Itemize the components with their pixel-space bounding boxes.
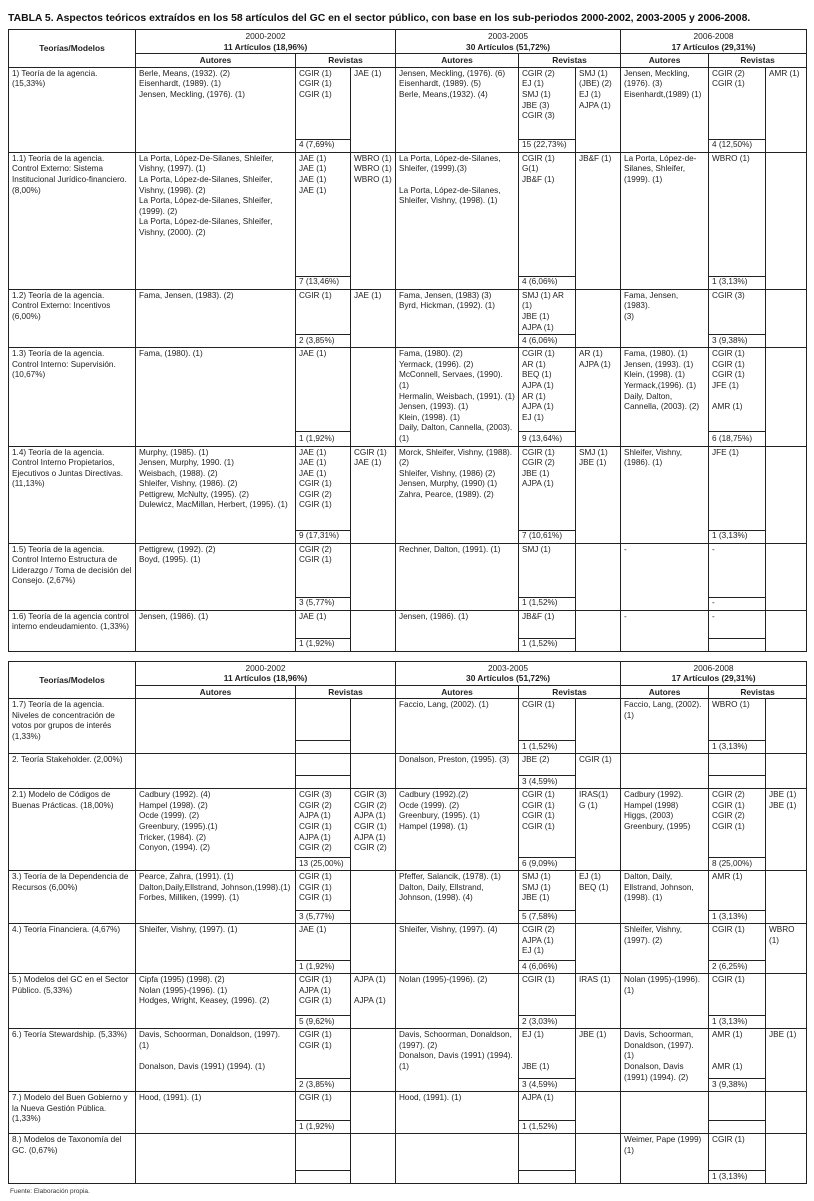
journals-total: 1 (3,13%) bbox=[709, 1016, 766, 1029]
authors-cell: Davis, Schoorman, Donaldson, (1997). (1) Donalson, Davis (1991) (1994). (1) bbox=[136, 1029, 296, 1092]
journals-cell-secondary bbox=[576, 289, 621, 347]
authors-cell: Davis, Schoorman, Donaldson, (1997). (2) Donalson, Davis (1991) (1994). (1) bbox=[396, 1029, 519, 1092]
journals-cell: CGIR (1) bbox=[519, 974, 576, 1016]
journals-cell bbox=[709, 1092, 766, 1121]
journals-total: 7 (13,46%) bbox=[296, 276, 351, 289]
authors-cell: Pettigrew, (1992). (2) Boyd, (1995). (1) bbox=[136, 543, 296, 610]
authors-cell: Fama, Jensen, (1983) (3) Byrd, Hickman, (1992). (1) bbox=[396, 289, 519, 347]
journals-cell: CGIR (1) CGIR (2) JBE (1) AJPA (1) bbox=[519, 446, 576, 530]
journals-cell-secondary bbox=[766, 1134, 807, 1184]
authors-cell bbox=[396, 1134, 519, 1184]
journals-cell-secondary: JBE (1) bbox=[766, 1029, 807, 1092]
journals-total: 4 (6,06%) bbox=[519, 961, 576, 974]
journals-total: 1 (3,13%) bbox=[709, 530, 766, 543]
journals-cell: CGIR (2) CGIR (1) bbox=[709, 67, 766, 139]
theory-cell: 3.) Teoría de la Dependencia de Recursos (6,00%) bbox=[9, 871, 136, 924]
journals-cell-secondary: IRAS (1) bbox=[576, 974, 621, 1029]
journals-total bbox=[296, 1171, 351, 1184]
journals-cell: CGIR (1) CGIR (1) bbox=[296, 1029, 351, 1079]
journals-cell: JAE (1) bbox=[296, 610, 351, 638]
authors-cell: Faccio, Lang, (2002). (1) bbox=[621, 699, 709, 754]
authors-cell: Jensen, Meckling, (1976). (3) Eisenhardt,(1989) (1) bbox=[621, 67, 709, 152]
period-years: 2000-2002 bbox=[245, 31, 286, 41]
period-header bbox=[621, 661, 807, 685]
journals-cell: JB&F (1) bbox=[519, 610, 576, 638]
authors-cell: Cadbury (1992). (4) Hampel (1998). (2) Ocde (1999). (2) Greenbury, (1995).(1) Tricker, (1984). (2) Conyon, (1994). (2) bbox=[136, 789, 296, 871]
journals-cell: CGIR (2) CGIR (1) bbox=[296, 543, 351, 597]
authors-cell: Fama, (1980). (2) Yermack, (1996). (2) McConnell, Servaes, (1990). (1) Hermalin, Weisbach, (1991). (1) Jensen, (1993). (1) Klein, (1998). (1) Daily, Dalton, Cannella, (2003). (1) bbox=[396, 348, 519, 446]
journals-cell: - bbox=[709, 543, 766, 597]
journals-total: 9 (13,64%) bbox=[519, 432, 576, 446]
journals-total bbox=[519, 1171, 576, 1184]
journals-cell-secondary bbox=[766, 974, 807, 1029]
authors-cell: La Porta, López-de-Silanes, Shleifer, (1999). (1) bbox=[621, 152, 709, 289]
authors-cell: Cadbury (1992). Hampel (1998) Higgs, (2003) Greenbury, (1995) bbox=[621, 789, 709, 871]
journals-header: Revistas bbox=[296, 54, 396, 68]
journals-total: 1 (3,13%) bbox=[709, 276, 766, 289]
journals-cell-secondary: EJ (1) BEQ (1) bbox=[576, 871, 621, 924]
journals-cell: JBE (2) bbox=[519, 754, 576, 776]
theory-cell: 2.1) Modelo de Códigos de Buenas Prácticas. (18,00%) bbox=[9, 789, 136, 871]
journals-cell: JAE (1) bbox=[296, 348, 351, 432]
journals-cell: AMR (1) AMR (1) bbox=[709, 1029, 766, 1079]
authors-cell: Fama, (1980). (1) Jensen, (1993). (1) Klein, (1998). (1) Yermack,(1996). (1) Daily, Dalton, Cannella, (2003). (2) bbox=[621, 348, 709, 446]
journals-cell-secondary bbox=[766, 1092, 807, 1134]
journals-header: Revistas bbox=[296, 685, 396, 699]
journals-cell: - bbox=[709, 610, 766, 638]
table-row bbox=[9, 348, 807, 432]
journals-total: 9 (17,31%) bbox=[296, 530, 351, 543]
theory-cell: 1.5) Teoría de la agencia. Control Interno Estructura de Liderazgo / Toma de decisión del Consejo. (2,67%) bbox=[9, 543, 136, 610]
journals-cell-secondary: JAE (1) bbox=[351, 67, 396, 152]
journals-total: 8 (25,00%) bbox=[709, 858, 766, 871]
table-row bbox=[9, 871, 807, 911]
theory-cell: 7.) Modelo del Buen Gobierno y la Nueva Gestión Pública. (1,33%) bbox=[9, 1092, 136, 1134]
theory-cell: 5.) Modelos del GC en el Sector Público. (5,33%) bbox=[9, 974, 136, 1029]
table-row bbox=[9, 289, 807, 334]
journals-cell-secondary: AMR (1) bbox=[766, 67, 807, 152]
table-row bbox=[9, 446, 807, 530]
journals-cell: CGIR (1) CGIR (1) CGIR (1) bbox=[296, 871, 351, 911]
journals-cell-secondary bbox=[351, 543, 396, 610]
journals-cell: AJPA (1) bbox=[519, 1092, 576, 1121]
source-note: Fuente: Elaboración propia. bbox=[10, 1188, 90, 1196]
journals-cell: CGIR (1) CGIR (1) CGIR (1) bbox=[296, 67, 351, 139]
authors-cell: Fama, Jensen, (1983). (2) bbox=[136, 289, 296, 347]
period-years: 2003-2005 bbox=[487, 662, 529, 673]
journals-total: 1 (1,92%) bbox=[296, 432, 351, 446]
authors-cell: Hood, (1991). (1) bbox=[396, 1092, 519, 1134]
journals-cell-secondary bbox=[766, 699, 807, 754]
journals-header: Revistas bbox=[519, 54, 621, 68]
journals-cell-secondary bbox=[766, 543, 807, 610]
authors-cell bbox=[621, 1092, 709, 1134]
period-articles: 17 Artículos (29,31%) bbox=[671, 673, 756, 684]
journals-cell-secondary bbox=[351, 754, 396, 789]
header-row bbox=[9, 30, 807, 54]
authors-cell: Davis, Schoorman, Donaldson, (1997). (1) Donalson, Davis (1991) (1994). (2) bbox=[621, 1029, 709, 1092]
journals-cell bbox=[519, 1134, 576, 1171]
authors-header: Autores bbox=[621, 685, 709, 699]
journals-total: 3 (5,77%) bbox=[296, 597, 351, 610]
journals-cell: JAE (1) JAE (1) JAE (1) CGIR (1) CGIR (2) CGIR (1) bbox=[296, 446, 351, 530]
journals-cell-secondary bbox=[766, 152, 807, 289]
table-row bbox=[9, 67, 807, 139]
theory-cell: 4.) Teoría Financiera. (4,67%) bbox=[9, 924, 136, 974]
journals-total: 2 (3,85%) bbox=[296, 335, 351, 348]
journals-cell: CGIR (2) EJ (1) SMJ (1) JBE (3) CGIR (3) bbox=[519, 67, 576, 139]
theory-cell: 1) Teoría de la agencia. (15,33%) bbox=[9, 67, 136, 152]
journals-cell-secondary: CGIR (3) CGIR (2) AJPA (1) CGIR (1) AJPA (1) CGIR (2) bbox=[351, 789, 396, 871]
journals-cell: CGIR (1) bbox=[709, 924, 766, 961]
authors-cell: Berle, Means, (1932). (2) Eisenhardt, (1989). (1) Jensen, Meckling, (1976). (1) bbox=[136, 67, 296, 152]
authors-cell: - bbox=[621, 610, 709, 651]
theory-cell: 2. Teoría Stakeholder. (2,00%) bbox=[9, 754, 136, 789]
authors-cell: Nolan (1995)-(1996). (2) bbox=[396, 974, 519, 1029]
theory-cell: 1.2) Teoría de la agencia. Control Externo: Incentivos (6,00%) bbox=[9, 289, 136, 347]
table-row bbox=[9, 1134, 807, 1171]
journals-cell: AMR (1) bbox=[709, 871, 766, 911]
journals-cell: CGIR (1) G(1) JB&F (1) bbox=[519, 152, 576, 276]
journals-cell-secondary bbox=[351, 924, 396, 974]
authors-cell: Murphy, (1985). (1) Jensen, Murphy, 1990. (1) Weisbach, (1988). (2) Shleifer, Vishny, (1986). (2) Pettigrew, McNulty, (1995). (2) Dulewicz, MacMillan, Herbert, (1995). (1) bbox=[136, 446, 296, 543]
journals-cell: JAE (1) bbox=[296, 924, 351, 961]
journals-total: 4 (12,50%) bbox=[709, 139, 766, 152]
journals-cell: JFE (1) bbox=[709, 446, 766, 530]
period-articles: 11 Artículos (18,96%) bbox=[223, 673, 308, 684]
authors-cell bbox=[136, 754, 296, 789]
authors-cell: Donalson, Preston, (1995). (3) bbox=[396, 754, 519, 789]
journals-cell: CGIR (1) CGIR (1) CGIR (1) CGIR (1) bbox=[519, 789, 576, 858]
journals-total: 1 (1,52%) bbox=[519, 597, 576, 610]
authors-cell: Jensen, Meckling, (1976). (6) Eisenhardt, (1989). (5) Berle, Means,(1932). (4) bbox=[396, 67, 519, 152]
authors-cell: Weimer, Pape (1999) (1) bbox=[621, 1134, 709, 1184]
journals-cell-secondary bbox=[351, 1134, 396, 1184]
journals-total: 4 (6,06%) bbox=[519, 276, 576, 289]
period-years: 2006-2008 bbox=[693, 31, 734, 41]
journals-cell-secondary bbox=[351, 348, 396, 446]
journals-cell-secondary: CGIR (1) JAE (1) bbox=[351, 446, 396, 543]
table-row bbox=[9, 152, 807, 276]
theory-cell: 1.3) Teoría de la agencia. Control Interno: Supervisión. (10,67%) bbox=[9, 348, 136, 446]
period-header bbox=[396, 661, 621, 685]
journals-cell: CGIR (1) bbox=[519, 699, 576, 741]
journals-total: 1 (3,13%) bbox=[709, 741, 766, 754]
period-header bbox=[621, 30, 807, 54]
journals-total: 1 (3,13%) bbox=[709, 911, 766, 924]
journals-total: 7 (10,61%) bbox=[519, 530, 576, 543]
journals-total: 1 (1,52%) bbox=[519, 638, 576, 651]
journals-cell: CGIR (3) bbox=[709, 289, 766, 334]
journals-total: 6 (9,09%) bbox=[519, 858, 576, 871]
journals-total: 4 (6,06%) bbox=[519, 335, 576, 348]
theory-header: Teorías/Modelos bbox=[9, 661, 136, 699]
table-row bbox=[9, 974, 807, 1016]
journals-cell: CGIR (1) CGIR (1) CGIR (1) JFE (1) AMR (1) bbox=[709, 348, 766, 432]
journals-cell: CGIR (1) bbox=[296, 1092, 351, 1121]
journals-cell: CGIR (2) AJPA (1) EJ (1) bbox=[519, 924, 576, 961]
period-header bbox=[396, 30, 621, 54]
journals-total bbox=[296, 741, 351, 754]
journals-cell-secondary: IRAS(1) G (1) bbox=[576, 789, 621, 871]
journals-total: 2 (3,85%) bbox=[296, 1079, 351, 1092]
authors-cell bbox=[621, 754, 709, 789]
journals-cell-secondary bbox=[766, 754, 807, 789]
journals-total bbox=[296, 776, 351, 789]
journals-cell: CGIR (1) bbox=[296, 289, 351, 334]
journals-total: 3 (4,59%) bbox=[519, 776, 576, 789]
journals-total: 1 (3,13%) bbox=[709, 1171, 766, 1184]
authors-cell: - bbox=[621, 543, 709, 610]
table-row bbox=[9, 754, 807, 776]
period-articles: 17 Artículos (29,31%) bbox=[671, 41, 756, 52]
theory-header: Teorías/Modelos bbox=[9, 30, 136, 68]
journals-total: 6 (18,75%) bbox=[709, 432, 766, 446]
journals-cell-secondary: WBRO (1) WBRO (1) WBRO (1) bbox=[351, 152, 396, 289]
journals-total: - bbox=[709, 597, 766, 610]
authors-header: Autores bbox=[396, 685, 519, 699]
journals-cell: CGIR (1) bbox=[709, 974, 766, 1016]
authors-cell bbox=[136, 1134, 296, 1184]
journals-cell-secondary bbox=[351, 610, 396, 651]
journals-total: 3 (5,77%) bbox=[296, 911, 351, 924]
journals-cell-secondary bbox=[576, 1092, 621, 1134]
journals-total: 3 (9,38%) bbox=[709, 1079, 766, 1092]
journals-total: 15 (22,73%) bbox=[519, 139, 576, 152]
authors-cell: Cipfa (1995) (1998). (2) Nolan (1995)-(1996). (1) Hodges, Wright, Keasey, (1996). (2) bbox=[136, 974, 296, 1029]
journals-cell: WBRO (1) bbox=[709, 152, 766, 276]
journals-cell-secondary: SMJ (1) (JBE) (2) EJ (1) AJPA (1) bbox=[576, 67, 621, 152]
journals-cell-secondary bbox=[766, 871, 807, 924]
authors-cell: Jensen, (1986). (1) bbox=[396, 610, 519, 651]
period-years: 2006-2008 bbox=[693, 662, 734, 673]
journals-cell: CGIR (1) bbox=[709, 1134, 766, 1171]
journals-cell-secondary bbox=[351, 699, 396, 754]
period-years: 2000-2002 bbox=[245, 662, 286, 673]
journals-cell-secondary: AR (1) AJPA (1) bbox=[576, 348, 621, 446]
journals-cell: SMJ (1) SMJ (1) JBE (1) bbox=[519, 871, 576, 911]
table-row bbox=[9, 699, 807, 741]
journals-total bbox=[709, 638, 766, 651]
period-articles: 11 Artículos (18,96%) bbox=[223, 41, 308, 52]
journals-total: 1 (1,52%) bbox=[519, 741, 576, 754]
journals-total: 1 (1,92%) bbox=[296, 638, 351, 651]
journals-total: 1 (1,52%) bbox=[519, 1121, 576, 1134]
authors-cell: Cadbury (1992).(2) Ocde (1999). (2) Greenbury, (1995). (1) Hampel (1998). (1) bbox=[396, 789, 519, 871]
authors-header: Autores bbox=[136, 685, 296, 699]
authors-header: Autores bbox=[396, 54, 519, 68]
table-row bbox=[9, 1029, 807, 1079]
theory-cell: 1.7) Teoría de la agencia. Niveles de concentración de votos por grupos de interés (1,33%) bbox=[9, 699, 136, 754]
period-articles: 30 Artículos (51,72%) bbox=[466, 41, 550, 52]
table-row bbox=[9, 924, 807, 961]
journals-cell-secondary bbox=[351, 1029, 396, 1092]
authors-cell: Shleifer, Vishny, (1997). (2) bbox=[621, 924, 709, 974]
journals-cell-secondary bbox=[576, 543, 621, 610]
theory-cell: 8.) Modelos de Taxonomía del GC. (0,67%) bbox=[9, 1134, 136, 1184]
journals-cell-secondary: JBE (1) JBE (1) bbox=[766, 789, 807, 871]
theory-cell: 1.4) Teoría de la agencia. Control Interno Propietarios, Ejecutivos o Juntas Directivas. (11,13%) bbox=[9, 446, 136, 543]
authors-cell: Dalton, Daily, Ellstrand, Johnson, (1998). (1) bbox=[621, 871, 709, 924]
journals-cell bbox=[296, 1134, 351, 1171]
authors-cell: Hood, (1991). (1) bbox=[136, 1092, 296, 1134]
table-row bbox=[9, 789, 807, 858]
journals-cell-secondary: JB&F (1) bbox=[576, 152, 621, 289]
authors-cell: Pearce, Zahra, (1991). (1) Dalton,Daily,Ellstrand, Johnson,(1998).(1) Forbes, Milliken, (1999). (1) bbox=[136, 871, 296, 924]
journals-cell bbox=[709, 754, 766, 776]
journals-total: 3 (9,38%) bbox=[709, 335, 766, 348]
journals-cell: SMJ (1) AR (1) JBE (1) AJPA (1) bbox=[519, 289, 576, 334]
journals-cell: JAE (1) JAE (1) JAE (1) JAE (1) bbox=[296, 152, 351, 276]
authors-cell: Fama, Jensen, (1983). (3) bbox=[621, 289, 709, 347]
journals-cell-secondary bbox=[576, 699, 621, 754]
journals-total: 2 (6,25%) bbox=[709, 961, 766, 974]
journals-total: 4 (7,69%) bbox=[296, 139, 351, 152]
journals-total: 5 (9,62%) bbox=[296, 1016, 351, 1029]
journals-cell: CGIR (1) AJPA (1) CGIR (1) bbox=[296, 974, 351, 1016]
journals-cell-secondary: CGIR (1) bbox=[576, 754, 621, 789]
journals-cell-secondary: SMJ (1) JBE (1) bbox=[576, 446, 621, 543]
authors-cell: Rechner, Dalton, (1991). (1) bbox=[396, 543, 519, 610]
period-years: 2003-2005 bbox=[487, 31, 529, 41]
theory-table-part-1 bbox=[8, 29, 807, 652]
theory-cell: 6.) Teoría Stewardship. (5,33%) bbox=[9, 1029, 136, 1092]
authors-cell: Morck, Shleifer, Vishny, (1988). (2) Shleifer, Vishny, (1986) (2) Jensen, Murphy, (1990) (1) Zahra, Pearce, (1989). (2) bbox=[396, 446, 519, 543]
journals-header: Revistas bbox=[709, 54, 807, 68]
authors-cell: Shleifer, Vishny, (1986). (1) bbox=[621, 446, 709, 543]
journals-cell-secondary bbox=[766, 610, 807, 651]
table-title: TABLA 5. Aspectos teóricos extraídos en los 58 artículos del GC en el sector público, con base en los sub-periodos 2000-2002, 2003-2005 y 2006-2008. bbox=[8, 13, 751, 24]
period-header bbox=[136, 661, 396, 685]
authors-cell: La Porta, López-De-Silanes, Shleifer, Vishny, (1997). (1) La Porta, López-de-Silanes, Shleifer, Vishny, (1998). (2) La Porta, López-de-Silanes, Shleifer, (1999). (2) La Porta, López-de-Silanes, Shleifer, Vishny, (2000). (2) bbox=[136, 152, 296, 289]
journals-cell bbox=[296, 754, 351, 776]
journals-cell-secondary bbox=[576, 1134, 621, 1184]
table-row bbox=[9, 1092, 807, 1121]
journals-cell-secondary: JAE (1) bbox=[351, 289, 396, 347]
table-row bbox=[9, 543, 807, 597]
journals-header: Revistas bbox=[519, 685, 621, 699]
journals-cell-secondary: WBRO (1) bbox=[766, 924, 807, 974]
authors-cell: Nolan (1995)-(1996). (1) bbox=[621, 974, 709, 1029]
journals-total: 1 (1,92%) bbox=[296, 961, 351, 974]
journals-total: 1 (1,92%) bbox=[296, 1121, 351, 1134]
journals-total bbox=[709, 1121, 766, 1134]
journals-cell-secondary bbox=[766, 289, 807, 347]
journals-cell bbox=[296, 699, 351, 741]
journals-cell-secondary bbox=[766, 446, 807, 543]
header-row bbox=[9, 661, 807, 685]
authors-cell: Fama, (1980). (1) bbox=[136, 348, 296, 446]
authors-cell: Pfeffer, Salancik, (1978). (1) Dalton, Daily, Ellstrand, Johnson, (1998). (4) bbox=[396, 871, 519, 924]
table-row bbox=[9, 610, 807, 638]
journals-cell: SMJ (1) bbox=[519, 543, 576, 597]
authors-cell: La Porta, López-de-Silanes, Shleifer, (1999).(3) La Porta, López-de-Silanes, Shleifer, Vishny, (1998). (1) bbox=[396, 152, 519, 289]
authors-cell: Faccio, Lang, (2002). (1) bbox=[396, 699, 519, 754]
journals-header: Revistas bbox=[709, 685, 807, 699]
theory-table-part-2 bbox=[8, 661, 807, 1185]
journals-cell-secondary: JBE (1) bbox=[576, 1029, 621, 1092]
authors-cell: Shleifer, Vishny, (1997). (1) bbox=[136, 924, 296, 974]
period-header bbox=[136, 30, 396, 54]
journals-cell-secondary bbox=[766, 348, 807, 446]
authors-cell bbox=[136, 699, 296, 754]
journals-cell-secondary: AJPA (1) AJPA (1) bbox=[351, 974, 396, 1029]
journals-total: 5 (7,58%) bbox=[519, 911, 576, 924]
journals-cell: CGIR (2) CGIR (1) CGIR (2) CGIR (1) bbox=[709, 789, 766, 858]
authors-cell: Shleifer, Vishny, (1997). (4) bbox=[396, 924, 519, 974]
authors-header: Autores bbox=[136, 54, 296, 68]
theory-cell: 1.6) Teoría de la agencia control interno endeudamiento. (1,33%) bbox=[9, 610, 136, 651]
journals-cell-secondary bbox=[351, 871, 396, 924]
journals-total: 13 (25,00%) bbox=[296, 858, 351, 871]
journals-cell: CGIR (3) CGIR (2) AJPA (1) CGIR (1) AJPA (1) CGIR (2) bbox=[296, 789, 351, 858]
authors-header: Autores bbox=[621, 54, 709, 68]
authors-cell: Jensen, (1986). (1) bbox=[136, 610, 296, 651]
period-articles: 30 Artículos (51,72%) bbox=[466, 673, 550, 684]
journals-cell: EJ (1) JBE (1) bbox=[519, 1029, 576, 1079]
journals-cell: WBRO (1) bbox=[709, 699, 766, 741]
journals-cell-secondary bbox=[351, 1092, 396, 1134]
journals-cell: CGIR (1) AR (1) BEQ (1) AJPA (1) AR (1) AJPA (1) EJ (1) bbox=[519, 348, 576, 432]
journals-cell-secondary bbox=[576, 924, 621, 974]
journals-total bbox=[709, 776, 766, 789]
journals-cell-secondary bbox=[576, 610, 621, 651]
journals-total: 2 (3,03%) bbox=[519, 1016, 576, 1029]
theory-cell: 1.1) Teoría de la agencia. Control Externo: Sistema Institucional Jurídico-financiero. (8,00%) bbox=[9, 152, 136, 289]
journals-total: 3 (4,59%) bbox=[519, 1079, 576, 1092]
